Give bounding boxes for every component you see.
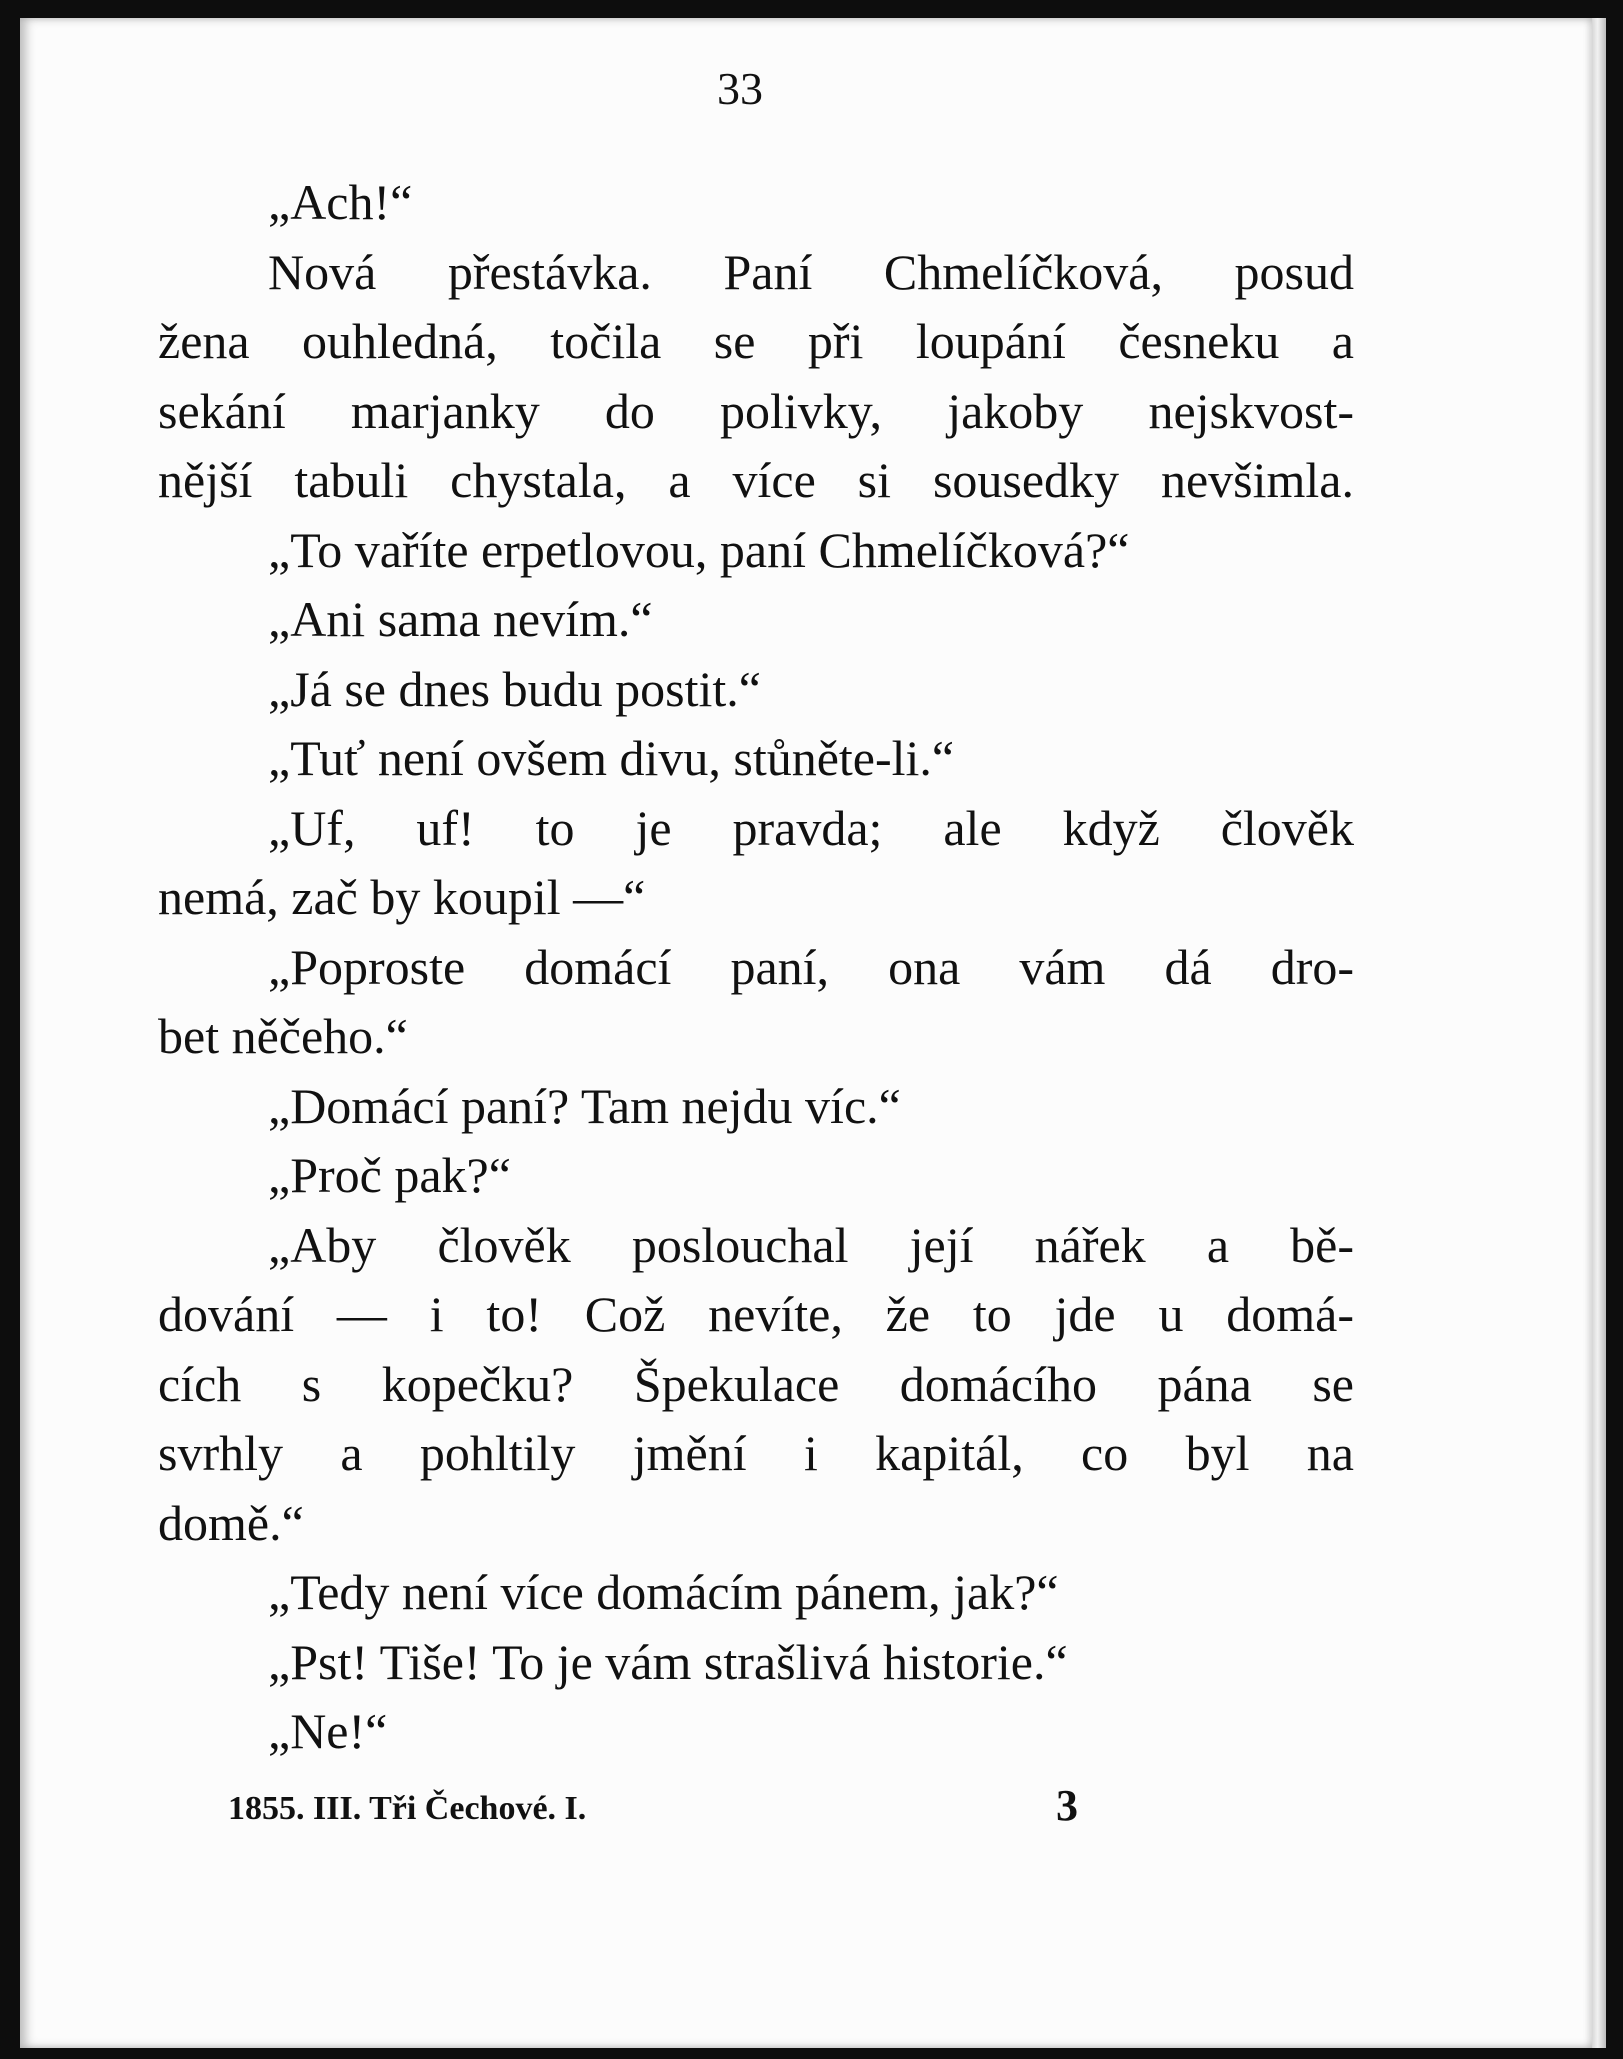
text-line: nemá, zač by koupil —“ [158,869,646,925]
text-line: „Proč pak?“ [268,1147,511,1203]
printer-signature: 1855. III. Tři Čechové. I. [228,1790,587,1827]
text-line: „Poproste domácí paní, ona vám dá dro- [268,938,1354,995]
text-line: žena ouhledná, točila se při loupání česneku a [158,313,1354,369]
text-line: dování — i to! Což nevíte, že to jde u domá- [158,1286,1354,1342]
text-line: „Domácí paní? Tam nejdu víc.“ [268,1077,901,1134]
text-line: „Ach!“ [268,174,413,230]
page-edge [1592,18,1606,2048]
text-line: domě.“ [158,1494,304,1551]
page-text [158,168,1354,1767]
text-line: „Tuť není ovšem divu, stůněte-li.“ [268,730,955,786]
text-line: cích s kopečku? Špekulace domácího pána se [158,1355,1354,1412]
page-number: 33 [717,63,763,114]
text-line: svrhly a pohltily jmění i kapitál, co byl na [158,1425,1354,1481]
text-line: „Uf, uf! to je pravda; ale když člověk [268,799,1354,856]
text-line: „Ani sama nevím.“ [268,591,653,647]
text-line: nější tabuli chystala, a více si sousedky nevšimla. [158,452,1354,508]
text-line: „Tedy není více domácím pánem, jak?“ [268,1564,1059,1620]
text-line: „Aby člověk poslouchal její nářek a bě- [268,1216,1354,1273]
text-line: „Pst! Tiše! To je vám strašlivá historie.“ [268,1633,1068,1690]
text-line: Nová přestávka. Paní Chmelíčková, posud [268,243,1354,300]
sheet-mark: 3 [1056,1781,1078,1830]
text-line: „Ne!“ [268,1703,388,1759]
text-line: „Já se dnes budu postit.“ [268,660,761,717]
text-line: „To vaříte erpetlovou, paní Chmelíčková?“ [268,521,1130,578]
text-line: bet něčeho.“ [158,1008,408,1064]
text-line: sekání marjanky do polivky, jakoby nejskvost- [158,382,1354,439]
